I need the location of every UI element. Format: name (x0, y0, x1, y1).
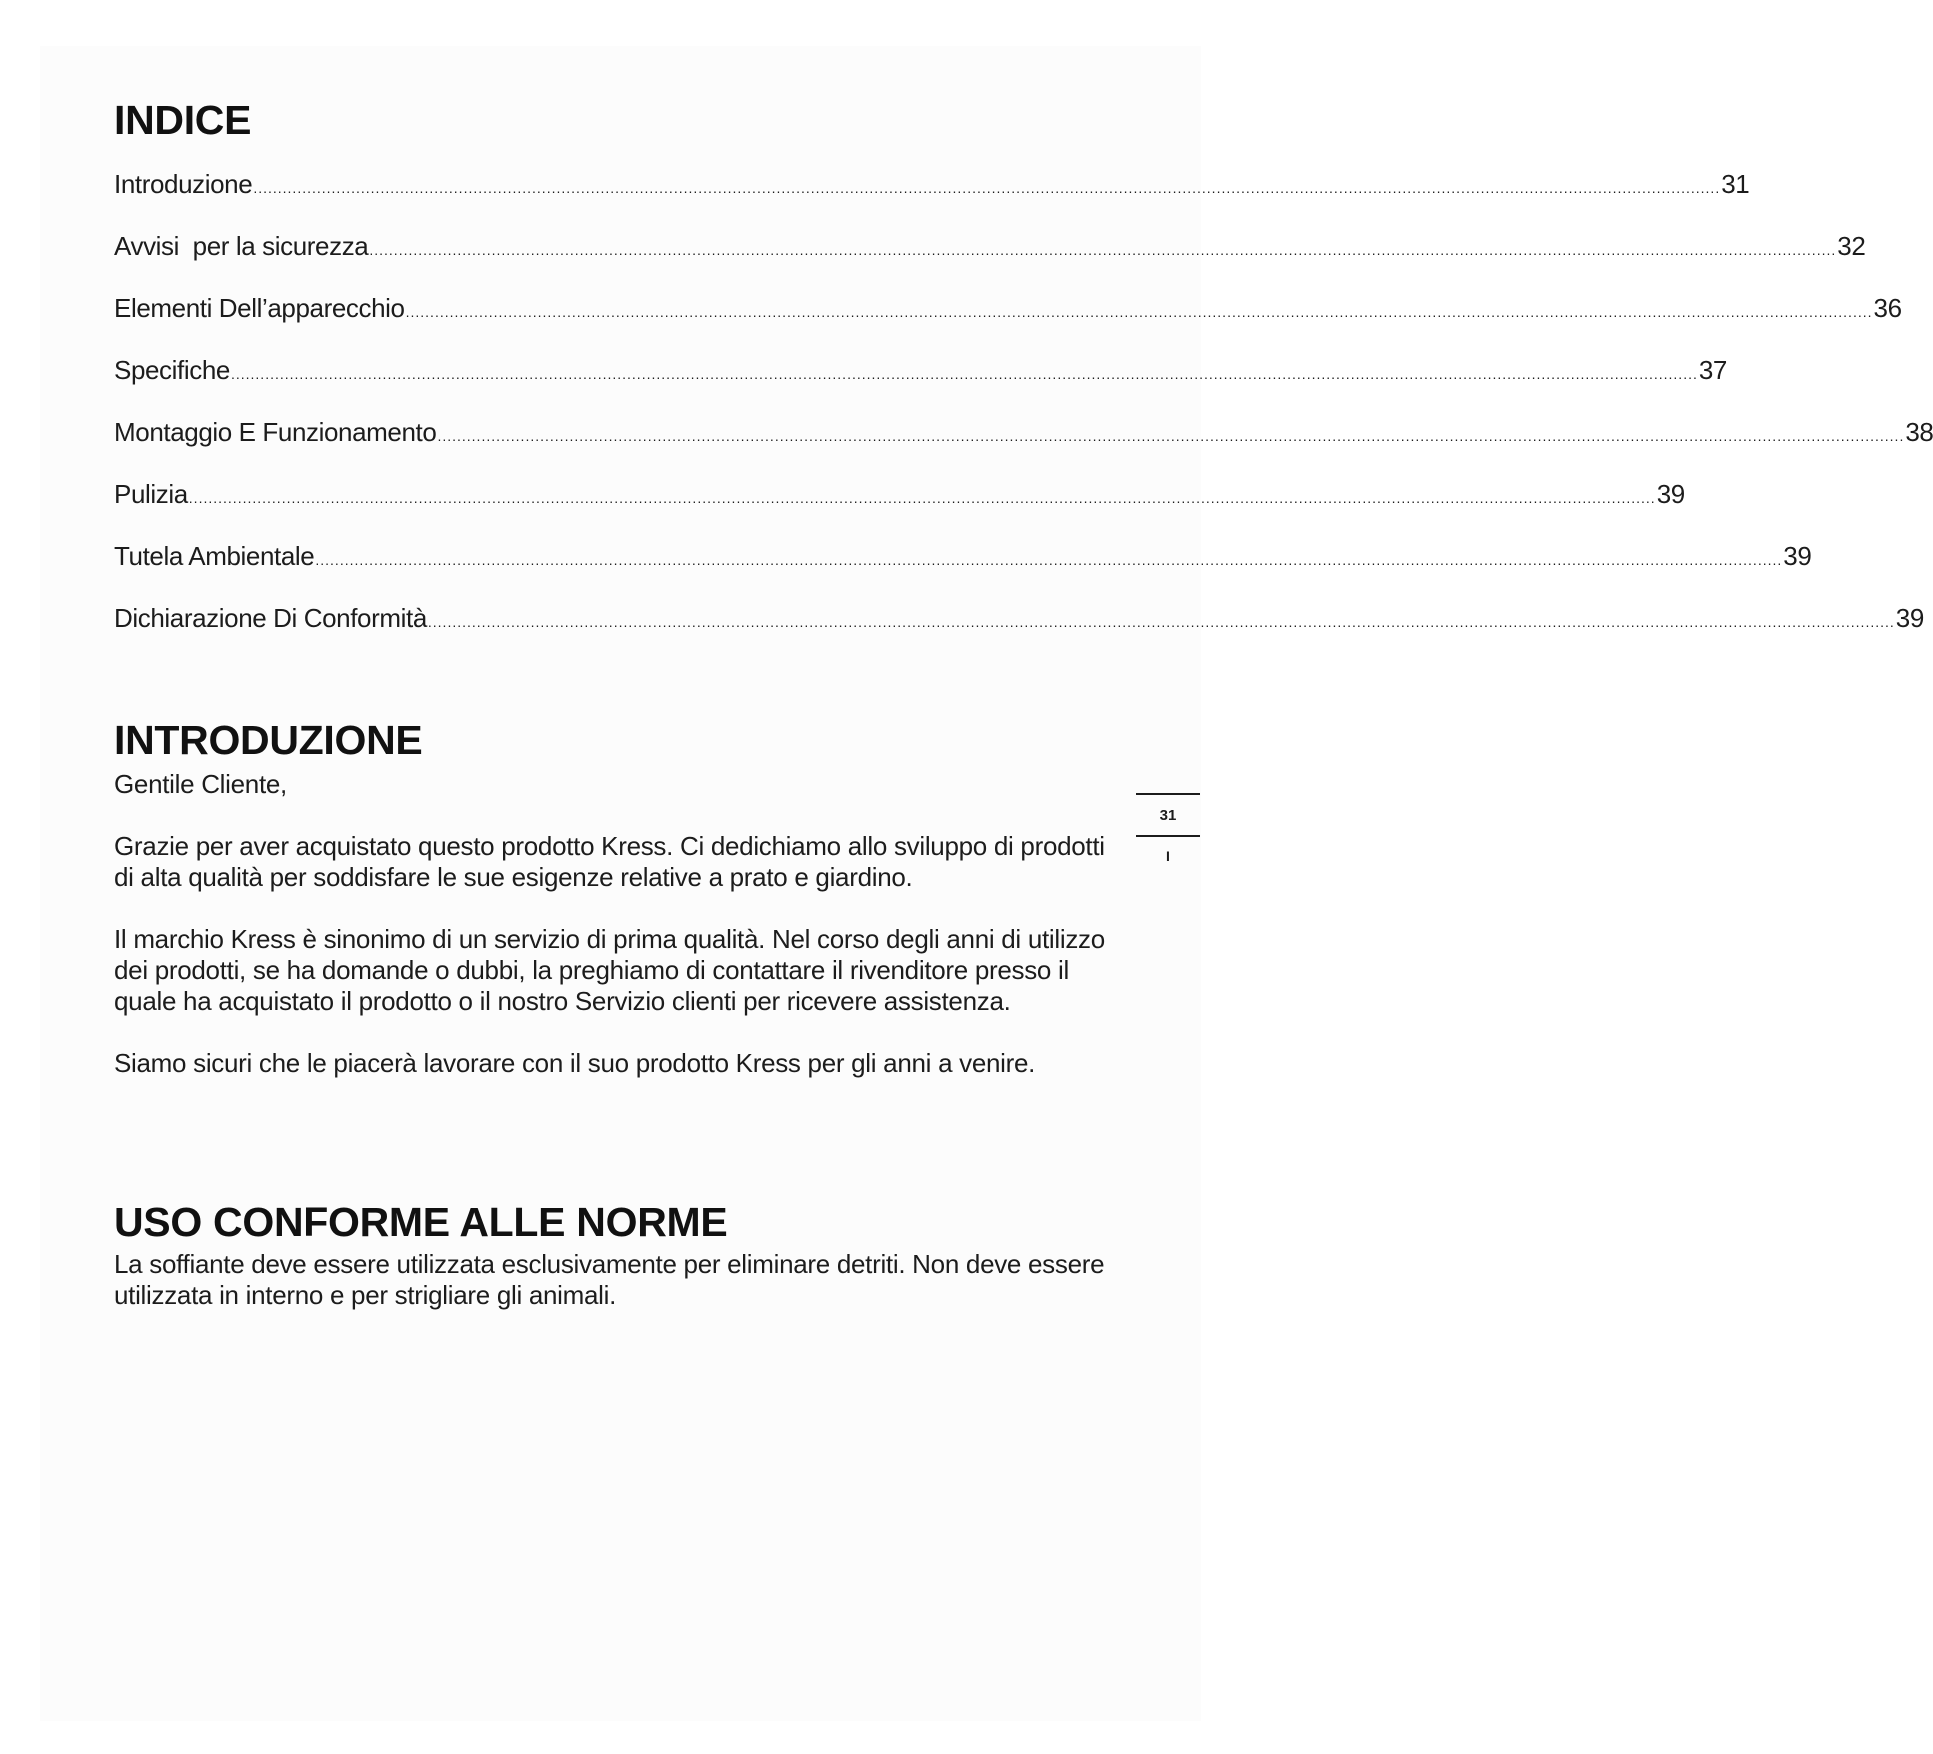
toc-dot-leader: ............................................................................................................................................................................................................................................................................................................ (253, 180, 1721, 197)
side-tab-bottom-rule (1136, 835, 1200, 837)
toc-entry-page: 36 (1873, 293, 1902, 324)
toc-entry-page: 32 (1837, 231, 1866, 262)
toc-entry (114, 479, 1685, 541)
page-side-tab (1136, 793, 1200, 863)
intended-use-section (114, 1198, 1130, 1311)
toc-entry-page: 39 (1895, 603, 1924, 634)
toc-entry-title: Specifiche (114, 355, 230, 386)
introduction-greeting: Gentile Cliente, (114, 769, 287, 800)
intended-use-heading: USO CONFORME ALLE NORME (114, 1199, 728, 1245)
toc-entry-title: Montaggio E Funzionamento (114, 417, 437, 448)
toc-entry (114, 417, 1933, 479)
toc-dot-leader: ............................................................................................................................................................................................................................................................................................................ (405, 304, 1873, 321)
toc-entry (114, 169, 1750, 231)
toc-dot-leader: ............................................................................................................................................................................................................................................................................................................ (188, 490, 1656, 507)
intended-use-body: La soffiante deve essere utilizzata esclusivamente per eliminare detriti. Non deve essere utilizzata in interno e per strigliare gli animali. (114, 1249, 1105, 1311)
toc-entry-title: Introduzione (114, 169, 253, 200)
toc-entry (114, 231, 1866, 293)
side-tab-page-number: 31 (1159, 807, 1177, 824)
introduction-paragraph: Siamo sicuri che le piacerà lavorare con il suo prodotto Kress per gli anni a venire. (114, 1048, 1036, 1079)
toc-dot-leader: ............................................................................................................................................................................................................................................................................................................ (437, 428, 1905, 445)
toc-dot-leader: ............................................................................................................................................................................................................................................................................................................ (427, 614, 1895, 631)
toc-dot-leader: ............................................................................................................................................................................................................................................................................................................ (230, 366, 1698, 383)
introduction-heading: INTRODUZIONE (114, 717, 423, 763)
side-tab-top-rule (1136, 793, 1200, 795)
toc-entry-title: Tutela Ambientale (114, 541, 315, 572)
toc-entry-title: Avvisi per la sicurezza (114, 231, 369, 262)
toc-entry-page: 39 (1656, 479, 1685, 510)
page-content (114, 96, 1933, 1311)
toc-entry-page: 39 (1783, 541, 1812, 572)
introduction-section (114, 716, 1130, 1079)
toc-entry-title: Dichiarazione Di Conformità (114, 603, 427, 634)
introduction-paragraph: Il marchio Kress è sinonimo di un servizio di prima qualità. Nel corso degli anni di utilizzo dei prodotti, se ha domande o dubbi, la preghiamo di contattare il rivenditore presso il quale ha acquistato il prodotto o il nostro Servizio clienti per ricevere assistenza. (114, 924, 1105, 1017)
toc-entry-title: Elementi Dell’apparecchio (114, 293, 405, 324)
introduction-paragraph: Grazie per aver acquistato questo prodotto Kress. Ci dedichiamo allo sviluppo di prodotti di alta qualità per soddisfare le sue esigenze relative a prato e giardino. (114, 831, 1105, 893)
toc-dot-leader: ............................................................................................................................................................................................................................................................................................................ (315, 552, 1783, 569)
side-tab-language-code: I (1166, 848, 1170, 864)
toc-entry (114, 293, 1902, 355)
table-of-contents (114, 169, 1933, 665)
toc-dot-leader: ............................................................................................................................................................................................................................................................................................................ (369, 242, 1837, 259)
toc-entry (114, 355, 1727, 417)
toc-entry (114, 603, 1924, 665)
toc-entry-page: 38 (1905, 417, 1933, 448)
toc-entry-page: 31 (1721, 169, 1750, 200)
toc-entry-title: Pulizia (114, 479, 188, 510)
toc-heading: INDICE (114, 97, 252, 143)
toc-entry (114, 541, 1812, 603)
toc-entry-page: 37 (1698, 355, 1727, 386)
